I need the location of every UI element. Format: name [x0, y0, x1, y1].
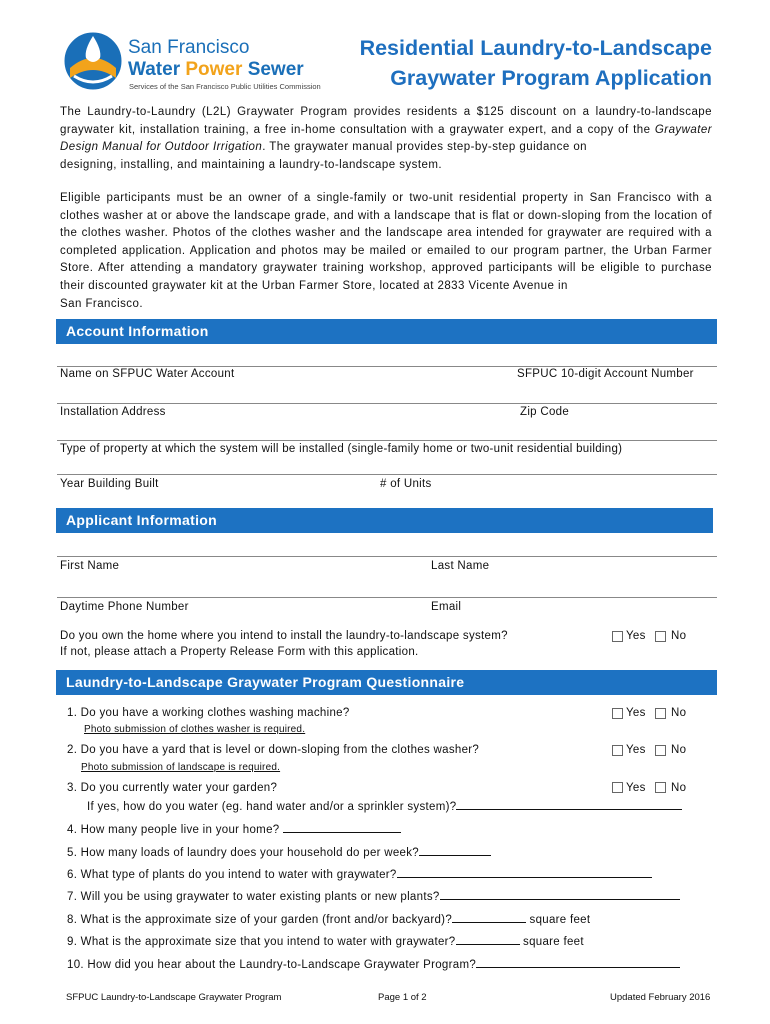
question-3: 3. Do you currently water your garden?	[67, 782, 278, 794]
q3-no-checkbox[interactable]	[655, 782, 666, 793]
q2-yes-label: Yes	[626, 744, 646, 756]
address-label: Installation Address	[60, 406, 166, 418]
own-home-note: If not, please attach a Property Release Form with this application.	[60, 646, 419, 658]
question-2-note: Photo submission of landscape is required.	[81, 762, 281, 773]
question-1-note: Photo submission of clothes washer is required.	[84, 724, 306, 735]
questionnaire-section-header: Laundry-to-Landscape Graywater Program Questionnaire	[56, 670, 717, 695]
property-field[interactable]	[57, 440, 717, 441]
first-name-field[interactable]	[57, 556, 717, 557]
q4-answer-field[interactable]	[283, 822, 401, 833]
q2-yes-checkbox[interactable]	[612, 745, 623, 756]
q3-yes-label: Yes	[626, 782, 646, 794]
own-no-label: No	[671, 630, 687, 642]
email-label: Email	[431, 601, 462, 613]
question-8: 8. What is the approximate size of your garden (front and/or backyard)? square feet	[67, 914, 591, 926]
own-yes-checkbox[interactable]	[612, 631, 623, 642]
q1-no-label: No	[671, 707, 687, 719]
footer-page-number: Page 1 of 2	[378, 992, 427, 1003]
question-1: 1. Do you have a working clothes washing machine?	[67, 707, 350, 719]
year-built-label: Year Building Built	[60, 478, 159, 490]
address-field[interactable]	[57, 403, 717, 404]
question-10: 10. How did you hear about the Laundry-to-Landscape Graywater Program?	[67, 957, 680, 971]
q5-answer-field[interactable]	[419, 845, 491, 856]
intro-paragraph-1: The Laundry-to-Laundry (L2L) Graywater Program provides residents a $125 discount on a laundry-to-landscape graywater kit, installation training, a free in-home consultation with a graywater expert, and a copy of the Graywater Design Manual for Outdoor Irrigation. The graywater manual provides step-by-step guidance on designing, installing, and maintaining a laundry-to-landscape system.	[60, 106, 712, 171]
intro-paragraph-2: Eligible participants must be an owner of a single-family or two-unit residential property in San Francisco with a clothes washer at or above the landscape grade, and with a landscape that is flat or down-sloping from the location of the clothes washer. Photos of the clothes washer and the landscape area intended for graywater are required with a completed application. Application and photos may be mailed or emailed to our program partner, the Urban Farmer Store. After attending a mandatory graywater training workshop, approved participants will be eligible to purchase their discounted graywater kit at the Urban Farmer Store, located at 2833 Vicente Avenue in San Francisco.	[60, 192, 712, 310]
phone-label: Daytime Phone Number	[60, 601, 189, 613]
last-name-label: Last Name	[431, 560, 490, 572]
page-title-line2: Graywater Program Application	[390, 66, 712, 90]
q7-answer-field[interactable]	[440, 889, 680, 900]
question-9: 9. What is the approximate size that you intend to water with graywater? square feet	[67, 936, 584, 948]
org-name-line2: Water Power Sewer	[128, 59, 304, 80]
phone-field[interactable]	[57, 597, 717, 598]
q3-no-label: No	[671, 782, 687, 794]
footer-program: SFPUC Laundry-to-Landscape Graywater Program	[66, 992, 282, 1003]
question-2: 2. Do you have a yard that is level or down-sloping from the clothes washer?	[67, 744, 480, 756]
q2-no-checkbox[interactable]	[655, 745, 666, 756]
q3-yes-checkbox[interactable]	[612, 782, 623, 793]
q6-answer-field[interactable]	[397, 867, 652, 878]
sfpuc-logo-icon	[60, 28, 126, 94]
q1-yes-label: Yes	[626, 707, 646, 719]
question-4: 4. How many people live in your home?	[67, 822, 401, 836]
own-no-checkbox[interactable]	[655, 631, 666, 642]
q9-answer-field[interactable]	[456, 934, 520, 945]
applicant-section-header: Applicant Information	[56, 508, 713, 533]
own-yes-label: Yes	[626, 630, 646, 642]
org-name-line1: San Francisco	[128, 37, 250, 58]
org-tagline: Services of the San Francisco Public Utilities Commission	[129, 82, 321, 91]
footer-updated: Updated February 2016	[610, 992, 711, 1003]
question-6: 6. What type of plants do you intend to water with graywater?	[67, 867, 652, 881]
first-name-label: First Name	[60, 560, 120, 572]
q1-yes-checkbox[interactable]	[612, 708, 623, 719]
zip-label: Zip Code	[520, 406, 570, 418]
own-home-question: Do you own the home where you intend to install the laundry-to-landscape system?	[60, 630, 508, 642]
year-field[interactable]	[57, 474, 717, 475]
property-type-label: Type of property at which the system will be installed (single-family home or two-unit residential building)	[60, 443, 623, 455]
q10-answer-field[interactable]	[476, 957, 680, 968]
q2-no-label: No	[671, 744, 687, 756]
account-section-header: Account Information	[56, 319, 717, 344]
q8-answer-field[interactable]	[452, 912, 526, 923]
question-5: 5. How many loads of laundry does your household do per week?	[67, 845, 491, 859]
page-title-line1: Residential Laundry-to-Landscape	[359, 36, 712, 60]
name-field[interactable]	[57, 366, 717, 367]
q1-no-checkbox[interactable]	[655, 708, 666, 719]
q3-answer-field[interactable]	[456, 799, 682, 810]
account-number-label: SFPUC 10-digit Account Number	[517, 368, 694, 380]
name-label: Name on SFPUC Water Account	[60, 368, 235, 380]
question-3-sub: If yes, how do you water (eg. hand water and/or a sprinkler system)?	[87, 799, 682, 813]
units-label: # of Units	[380, 478, 432, 490]
question-7: 7. Will you be using graywater to water existing plants or new plants?	[67, 889, 680, 903]
